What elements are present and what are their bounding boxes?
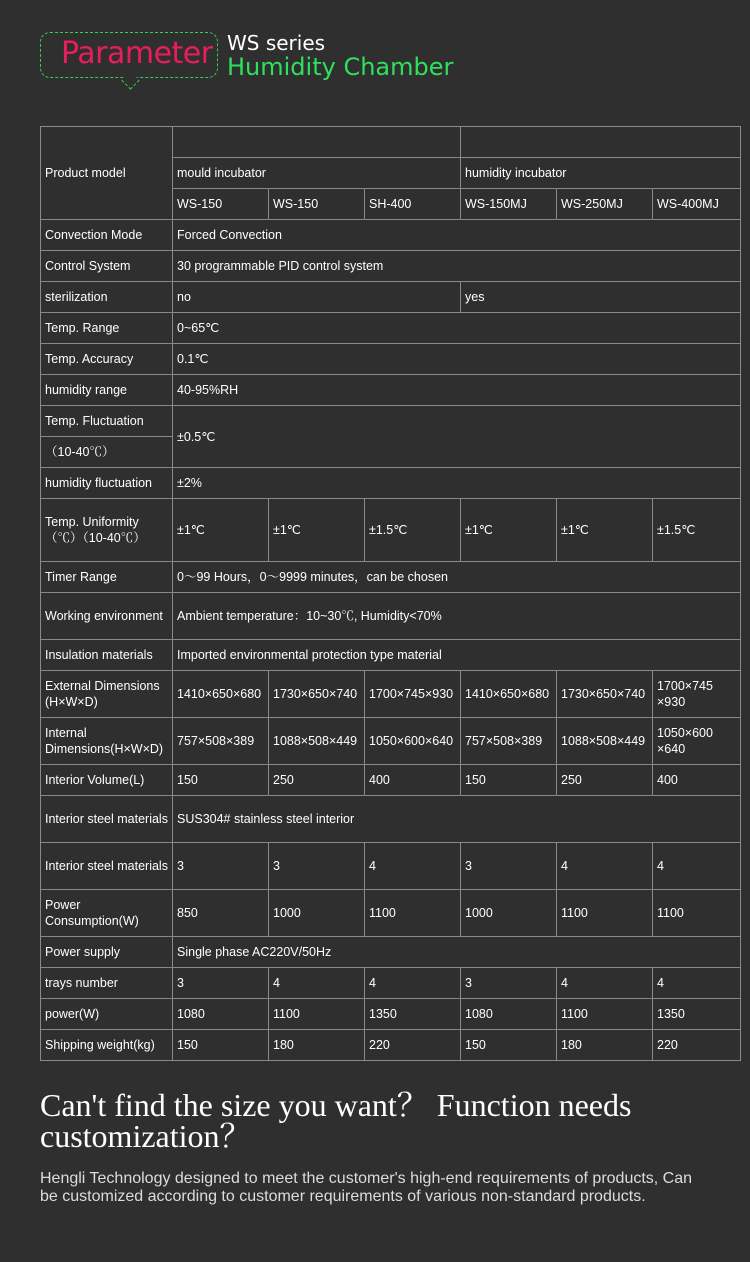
cell-value: 180	[269, 1030, 365, 1061]
cell-value: 1730×650×740	[269, 671, 365, 718]
cell-value: 1730×650×740	[557, 671, 653, 718]
cell-value: 4	[365, 843, 461, 890]
row-label: Temp. Range	[41, 313, 173, 344]
cell-value: 3	[461, 968, 557, 999]
model-cell: WS-250MJ	[557, 189, 653, 220]
cell-value: 40-95%RH	[173, 375, 741, 406]
table-row	[41, 406, 741, 437]
cell-value: Imported environmental protection type material	[173, 640, 741, 671]
cell-value: 1050×600×640	[365, 718, 461, 765]
cell-value: 1000	[461, 890, 557, 937]
cell-value: 150	[173, 1030, 269, 1061]
cell-value: 1080	[173, 999, 269, 1030]
cell-value: 1700×745 ×930	[653, 671, 741, 718]
row-label: Working environment	[41, 593, 173, 640]
cell-value: 180	[557, 1030, 653, 1061]
cell-value: ±2%	[173, 468, 741, 499]
group-header-humidity: humidity incubator	[461, 158, 741, 189]
cell-value: 1050×600 ×640	[653, 718, 741, 765]
cell-value: 1350	[653, 999, 741, 1030]
cell-value: 850	[173, 890, 269, 937]
table-row	[41, 593, 741, 640]
table-row	[41, 843, 741, 890]
row-label: humidity fluctuation	[41, 468, 173, 499]
cell-value: ±1.5℃	[653, 499, 741, 562]
cell-value: 1080	[461, 999, 557, 1030]
row-label: Shipping weight(kg)	[41, 1030, 173, 1061]
row-label: Insulation materials	[41, 640, 173, 671]
cell-value: 1410×650×680	[173, 671, 269, 718]
cell-value: 150	[173, 765, 269, 796]
table-row	[41, 796, 741, 843]
customization-heading: Can't find the size you want？ Function needs customization？	[40, 1087, 632, 1154]
cell-value: Single phase AC220V/50Hz	[173, 937, 741, 968]
cell-value: 3	[173, 968, 269, 999]
cell-value: 0～99 Hours，0～9999 minutes，can be chosen	[173, 562, 741, 593]
cell-value: 3	[269, 843, 365, 890]
cell-value: 3	[173, 843, 269, 890]
table-row	[41, 344, 741, 375]
row-label: Temp. Uniformity（℃）（10-40℃）	[41, 499, 173, 562]
cell-value: 0.1℃	[173, 344, 741, 375]
cell-value: 30 programmable PID control system	[173, 251, 741, 282]
cell-value: 4	[365, 968, 461, 999]
row-label: Power supply	[41, 937, 173, 968]
cell-value: SUS304# stainless steel interior	[173, 796, 741, 843]
cell-value: ±1.5℃	[365, 499, 461, 562]
row-label: Convection Mode	[41, 220, 173, 251]
row-label: Control System	[41, 251, 173, 282]
row-label-sub: （10-40℃）	[41, 437, 173, 468]
table-row	[41, 251, 741, 282]
row-label: Timer Range	[41, 562, 173, 593]
model-cell: WS-150	[269, 189, 365, 220]
customization-text: Hengli Technology designed to meet the customer's high-end requirements of products, Can be customized according to customer requirements of various non-standard products.	[40, 1170, 693, 1205]
cell-value: 220	[653, 1030, 741, 1061]
cell-value: 1700×745×930	[365, 671, 461, 718]
cell-value: 1088×508×449	[269, 718, 365, 765]
cell-value: 3	[461, 843, 557, 890]
cell-value: 250	[269, 765, 365, 796]
badge-text: Parameter	[61, 36, 213, 71]
table-row	[41, 562, 741, 593]
cell-value: 150	[461, 1030, 557, 1061]
row-label: power(W)	[41, 999, 173, 1030]
cell-value: ±1℃	[173, 499, 269, 562]
row-label: External Dimensions (H×W×D)	[41, 671, 173, 718]
cell-value: 4	[557, 968, 653, 999]
cell-value: 1100	[653, 890, 741, 937]
table-row	[41, 375, 741, 406]
cell-value: 250	[557, 765, 653, 796]
row-label: Temp. Accuracy	[41, 344, 173, 375]
cell-value: 4	[269, 968, 365, 999]
row-label: trays number	[41, 968, 173, 999]
table-row	[41, 968, 741, 999]
row-label: Power Consumption(W)	[41, 890, 173, 937]
page-header	[40, 32, 720, 92]
cell-value: yes	[461, 282, 741, 313]
cell-value: ±0.5℃	[173, 406, 741, 468]
cell-value: 757×508×389	[461, 718, 557, 765]
table-row	[41, 718, 741, 765]
model-cell: SH-400	[365, 189, 461, 220]
table-row	[41, 937, 741, 968]
row-label: Interior Volume(L)	[41, 765, 173, 796]
table-row	[41, 890, 741, 937]
cell-value: 4	[557, 843, 653, 890]
cell-value: 220	[365, 1030, 461, 1061]
table-row	[41, 1030, 741, 1061]
table-row	[41, 127, 741, 158]
cell-value: 4	[653, 843, 741, 890]
table-row	[41, 671, 741, 718]
table-row	[41, 220, 741, 251]
cell-value: 1350	[365, 999, 461, 1030]
cell-value: 1100	[557, 890, 653, 937]
cell-value: 150	[461, 765, 557, 796]
row-label: Interior steel materials	[41, 796, 173, 843]
cell-value: 400	[365, 765, 461, 796]
group-header-empty	[173, 127, 461, 158]
table-row	[41, 765, 741, 796]
cell-value: 4	[653, 968, 741, 999]
row-label: humidity range	[41, 375, 173, 406]
table-row	[41, 640, 741, 671]
series-label: WS series	[227, 31, 326, 55]
cell-value: ±1℃	[557, 499, 653, 562]
product-title: Humidity Chamber	[227, 53, 454, 81]
cell-value: 400	[653, 765, 741, 796]
row-label: Product model	[41, 127, 173, 220]
table-row	[41, 999, 741, 1030]
cell-value: 757×508×389	[173, 718, 269, 765]
row-label: Temp. Fluctuation	[41, 406, 173, 437]
customization-section	[40, 1087, 710, 1206]
cell-value: no	[173, 282, 461, 313]
cell-value: ±1℃	[269, 499, 365, 562]
group-header-empty	[461, 127, 741, 158]
table-row	[41, 499, 741, 562]
model-cell: WS-400MJ	[653, 189, 741, 220]
model-cell: WS-150	[173, 189, 269, 220]
cell-value: 1100	[365, 890, 461, 937]
cell-value: ±1℃	[461, 499, 557, 562]
table-row	[41, 468, 741, 499]
spec-table	[40, 126, 741, 1061]
cell-value: 1100	[557, 999, 653, 1030]
cell-value: 1100	[269, 999, 365, 1030]
group-header-mould: mould incubator	[173, 158, 461, 189]
row-label: Internal Dimensions(H×W×D)	[41, 718, 173, 765]
table-row	[41, 282, 741, 313]
cell-value: 0~65℃	[173, 313, 741, 344]
cell-value: 1000	[269, 890, 365, 937]
row-label: Interior steel materials	[41, 843, 173, 890]
cell-value: Forced Convection	[173, 220, 741, 251]
table-row	[41, 313, 741, 344]
cell-value: Ambient temperature：10~30℃, Humidity<70%	[173, 593, 741, 640]
model-cell: WS-150MJ	[461, 189, 557, 220]
row-label: sterilization	[41, 282, 173, 313]
cell-value: 1088×508×449	[557, 718, 653, 765]
cell-value: 1410×650×680	[461, 671, 557, 718]
spec-table-wrapper	[40, 126, 719, 1061]
